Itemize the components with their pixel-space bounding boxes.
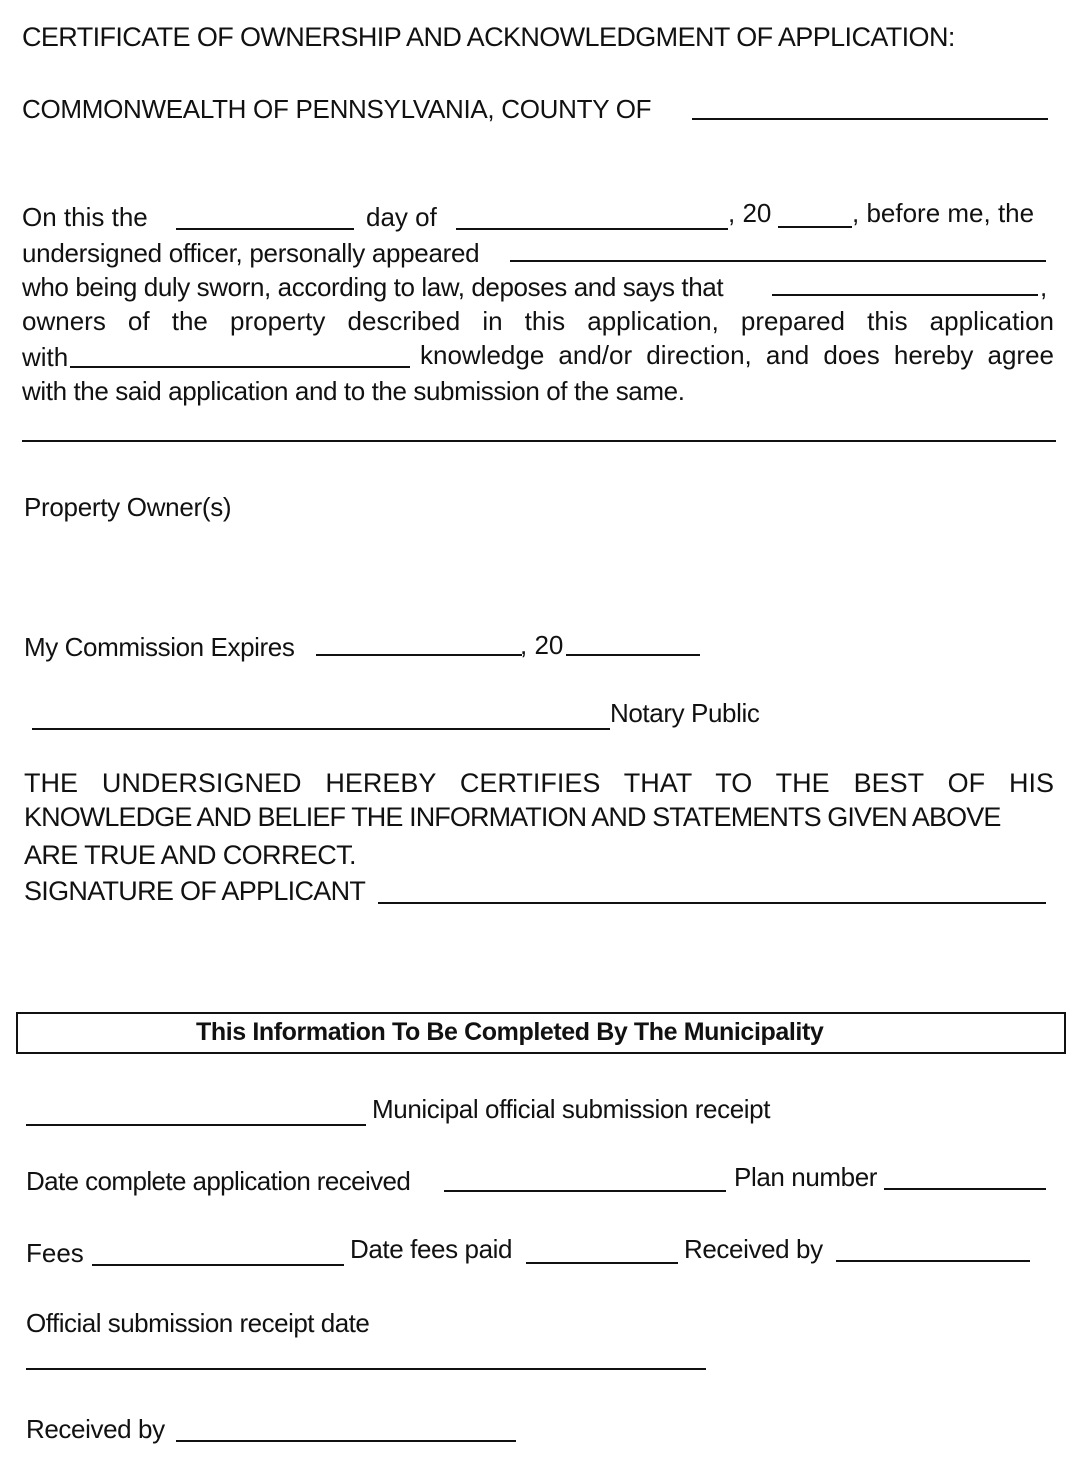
fees-label: Fees	[26, 1238, 84, 1268]
certificate-title: CERTIFICATE OF OWNERSHIP AND ACKNOWLEDGMENT OF APPLICATION:	[22, 22, 955, 52]
county-field[interactable]	[692, 118, 1048, 120]
day-of-label: day of	[366, 202, 437, 232]
day-number-field[interactable]	[176, 228, 354, 230]
commission-expires-label: My Commission Expires	[24, 632, 295, 662]
month-field[interactable]	[456, 228, 728, 230]
commission-date-field[interactable]	[316, 654, 522, 656]
signature-of-applicant-label: SIGNATURE OF APPLICANT	[24, 876, 366, 906]
appeared-name-field[interactable]	[510, 260, 1046, 262]
plan-number-label: Plan number	[734, 1162, 878, 1192]
notary-signature-field[interactable]	[32, 728, 610, 730]
submission-receipt-label: Municipal official submission receipt	[372, 1094, 771, 1124]
date-complete-label: Date complete application received	[26, 1166, 411, 1196]
with-said-text: with the said application and to the submission of the same.	[22, 376, 685, 406]
property-owners-label: Property Owner(s)	[24, 492, 232, 522]
fees-field[interactable]	[92, 1264, 344, 1266]
notary-public-label: Notary Public	[610, 698, 760, 728]
date-complete-field[interactable]	[444, 1190, 726, 1192]
year-field[interactable]	[778, 226, 852, 228]
municipality-header: This Information To Be Completed By The Municipality	[196, 1018, 824, 1046]
received-by-field-2[interactable]	[176, 1440, 516, 1442]
received-by-label-2: Received by	[26, 1414, 165, 1444]
received-by-field[interactable]	[836, 1260, 1030, 1262]
commission-year-field[interactable]	[566, 654, 700, 656]
on-this-the-label: On this the	[22, 202, 148, 232]
knowledge-name-field[interactable]	[70, 366, 410, 368]
who-being-label: who being duly sworn, according to law, deposes and says that	[22, 272, 724, 302]
submission-receipt-field[interactable]	[26, 1124, 366, 1126]
date-fees-paid-label: Date fees paid	[350, 1234, 513, 1264]
date-fees-paid-field[interactable]	[526, 1262, 678, 1264]
year-prefix-label: , 20	[728, 198, 772, 228]
property-owner-signature-field[interactable]	[22, 440, 1056, 442]
with-label: with	[22, 342, 69, 372]
commission-year-prefix: , 20	[520, 630, 564, 660]
owners-text: owners of the property described in this application, prepared this application	[22, 306, 1054, 336]
plan-number-field[interactable]	[884, 1188, 1046, 1190]
knowledge-text: knowledge and/or direction, and does hereby agree	[420, 340, 1054, 370]
deposes-name-field[interactable]	[772, 294, 1038, 296]
official-receipt-date-label: Official submission receipt date	[26, 1308, 370, 1338]
certify-line-1: THE UNDERSIGNED HEREBY CERTIFIES THAT TO THE BEST OF HIS	[24, 768, 1054, 798]
certify-line-3: ARE TRUE AND CORRECT.	[24, 840, 356, 870]
applicant-signature-field[interactable]	[378, 902, 1046, 904]
jurisdiction-label: COMMONWEALTH OF PENNSYLVANIA, COUNTY OF	[22, 94, 652, 124]
received-by-label: Received by	[684, 1234, 823, 1264]
certify-line-2: KNOWLEDGE AND BELIEF THE INFORMATION AND STATEMENTS GIVEN ABOVE	[24, 802, 1001, 832]
official-receipt-date-field[interactable]	[26, 1368, 706, 1370]
before-me-label: , before me, the	[852, 198, 1035, 228]
comma-label: ,	[1040, 272, 1048, 302]
undersigned-label: undersigned officer, personally appeared	[22, 238, 480, 268]
